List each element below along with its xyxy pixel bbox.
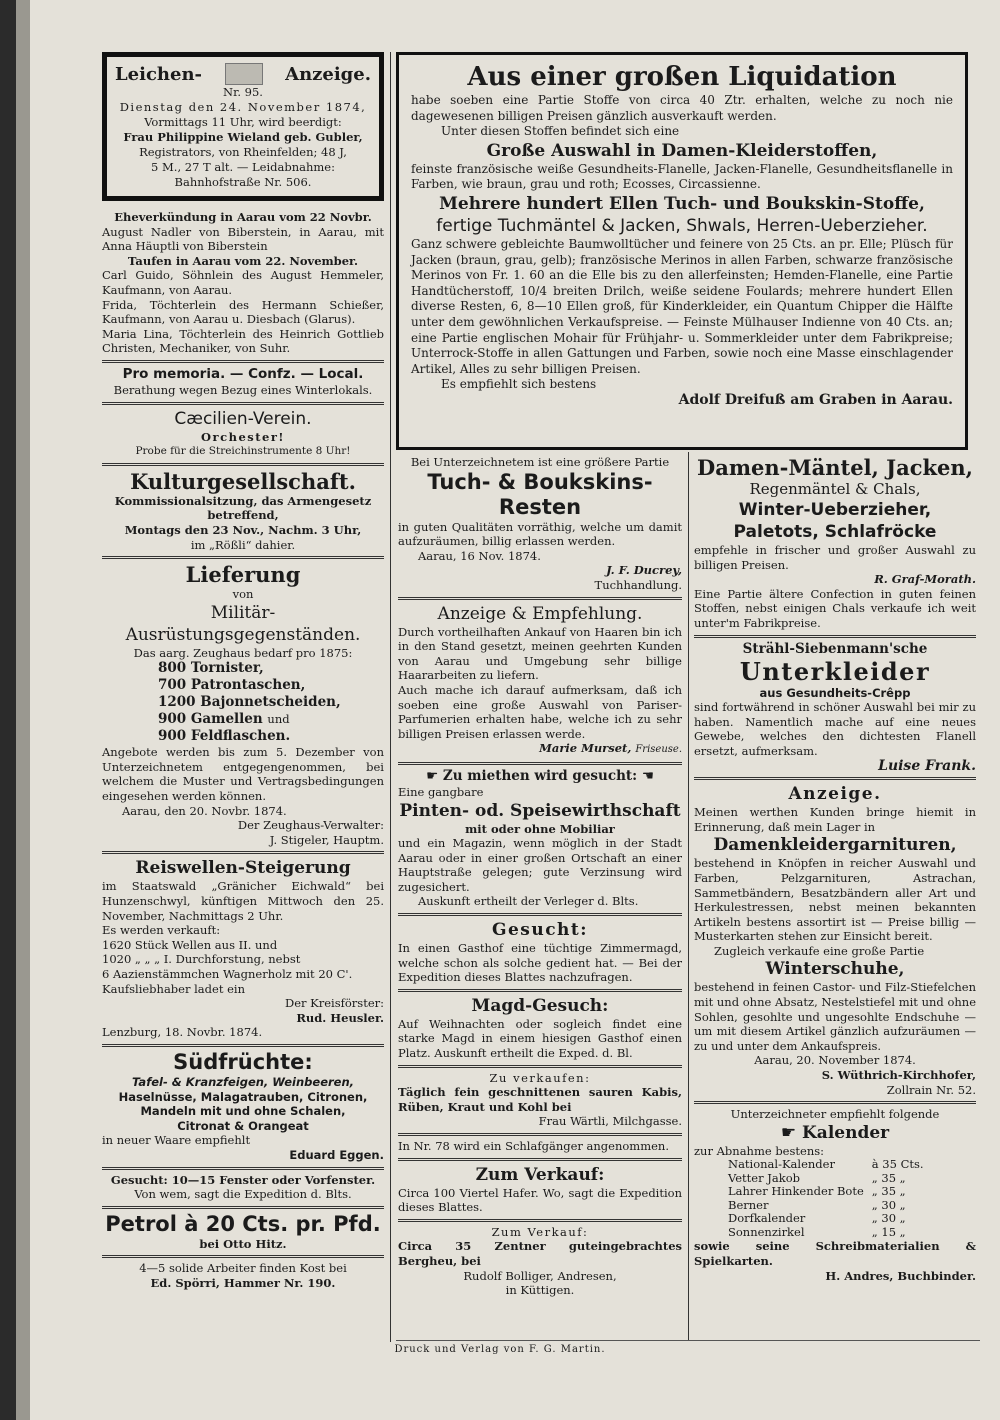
lieferung-item: 700 Patrontaschen, [158, 677, 306, 694]
liquidation-text: Ganz schwere gebleichte Baumwolltücher und feinere von 25 Cts. an pr. Elle; Plüsch für Jacken (braun, grau, gelb); französische Merinos in allen Farben, schwarze französische Merinos von Fr. 1. 60 an die Elle bis zu den allerfeinsten; Hemden-Flanelle, eine Partie Handtücherstoff, 10/4 breiten Drilch, weiße seidene Foulards; mehrere hundert Ellen diverse Resten, 6, 8—10 Ellen groß, für Kinderkleider, ein Quantum Chipper die Hälfte unter dem gewöhnlichen Verkaufspreise. — Feinste Mülhauser Indienne von 40 Cts. an; eine Partie englischen Mohair für Frühjahr- u. Sommerkleider unter dem Fabrikpreise; Unterrock-Stoffe in allen Gattungen und Farben, sowie noch eine Masse einschlagender Artikel, Alles zu sehr billigen Preisen. [411, 236, 953, 376]
page-binding [16, 0, 30, 1420]
kultur-heading: Kulturgesellschaft. [130, 468, 356, 494]
maentel-text: Eine Partie ältere Confection in guten feinen Stoffen, nebst einigen Chals verkaufe ich weit unter'm Fabrikpreise. [694, 586, 976, 630]
miethen-sub: mit oder ohne Mobiliar [465, 821, 615, 836]
pointing-hand-icon: ☛ [780, 1122, 797, 1143]
column-right [694, 452, 976, 1287]
kalender-text: sowie seine Schreibmaterialien & Spielkarten. [694, 1239, 976, 1268]
magd-heading: Magd-Gesuch: [471, 995, 609, 1016]
kost-ad [102, 1258, 384, 1294]
death-title-right: Anzeige. [285, 63, 371, 85]
kultur-line: im „Rößli“ dahier. [190, 537, 296, 552]
reiswellen-date: Lenzburg, 18. Novbr. 1874. [102, 1025, 263, 1040]
reiswellen-heading: Reiswellen-Steigerung [135, 858, 351, 879]
lieferung-item: 800 Tornister, [158, 660, 264, 677]
anzeige-heading: Anzeige. [788, 784, 882, 805]
anzeige-big: Damenkleidergarnituren, [713, 835, 957, 856]
caecilien-text: Probe für die Streichinstrumente 8 Uhr! [135, 445, 351, 458]
unterkleider-heading: Strähl-Siebenmann'sche [742, 640, 928, 657]
empfehlung-sig: Marie Murset, Friseuse. [539, 741, 682, 756]
miethen-ad [398, 765, 682, 916]
table-row: Dorfkalender „ 30 „ [728, 1211, 906, 1226]
petrol-ad [102, 1209, 384, 1259]
suedfruechte-line: Haselnüsse, Malagatrauben, Citronen, [118, 1089, 368, 1104]
death-line: Frau Philippine Wieland geb. Gubler, [123, 130, 363, 144]
kalender-sub: zur Abnahme bestens: [694, 1143, 824, 1158]
anzeige-ad [694, 780, 976, 1104]
baptism-entry: Frida, Töchterlein des Hermann Schießer, Kaufmann, von Aarau u. Diesbach (Glarus). [102, 297, 384, 327]
suedfruechte-heading: Südfrüchte: [173, 1049, 313, 1074]
anzeige-text: bestehend in feinen Castor- und Filz-Stiefelchen mit und ohne Absatz, Nestelstiefel mit und ohne Sohlen, gesohlte und ungesohlte Endschuhe — um mit diesem Artikel gänzlich aufzuräumen — zu und unter dem Ankaufspreis. [694, 980, 976, 1053]
kultur-line: Kommissionalsitzung, das Armengesetz betreffend, [114, 493, 372, 523]
death-line: Dienstag den 24. November 1874, [119, 100, 367, 114]
liquidation-text: Es empfiehlt sich bestens [441, 377, 597, 392]
anzeige-big: Winterschuhe, [765, 959, 905, 980]
suedfruechte-line: in neuer Waare empfiehlt [102, 1133, 251, 1148]
schlafgaenger-ad [398, 1136, 682, 1161]
suedfruechte-line: Citronat & Orangeat [177, 1118, 309, 1133]
anzeige-text: Zugleich verkaufe eine große Partie [714, 943, 925, 958]
schlafgaenger-text: In Nr. 78 wird ein Schlafgänger angenommen. [398, 1139, 669, 1153]
kost-sig: Ed. Spörri, Hammer Nr. 190. [150, 1275, 336, 1290]
reiswellen-sig: Rud. Heusler. [296, 1010, 384, 1025]
caecilien-ad [102, 405, 384, 466]
table-row: Sonnenzirkel „ 15 „ [728, 1224, 906, 1239]
gesucht-text: In einen Gasthof eine tüchtige Zimmermagd, welche schon als solche gedient hat. — Bei der Expedition dieses Blattes nachzufragen. [398, 941, 682, 985]
gesucht-ad [398, 916, 682, 992]
marriage-heading: Eheverkündung in Aarau vom 22 Novbr. [114, 210, 372, 224]
lieferung-items [102, 660, 384, 745]
maentel-line: Paletots, Schlafröcke [733, 522, 937, 542]
magd-ad [398, 992, 682, 1068]
suedfruechte-line: Mandeln mit und ohne Schalen, [140, 1104, 346, 1119]
reiswellen-line: Kaufsliebhaber ladet ein [102, 981, 245, 996]
death-line: 5 M., 27 T alt. — Leidabnahme: [151, 160, 335, 174]
reiswellen-line: 1620 Stück Wellen aus II. und [102, 937, 278, 952]
table-row: National-Kalender à 35 Cts. [728, 1157, 924, 1172]
lieferung-text: Angebote werden bis zum 5. Dezember von Unterzeichnetem entgegengenommen, bei welchem die Muster und Vertragsbedingungen eingesehen werden können. [102, 745, 384, 804]
maentel-ad [694, 452, 976, 638]
lieferung-heading: Lieferung [185, 562, 301, 588]
liquidation-sig: Adolf Dreifuß am Graben in Aarau. [678, 391, 953, 408]
verkauf1-ad [398, 1161, 682, 1222]
verkauf1-heading: Zum Verkauf: [475, 1164, 605, 1185]
column-left [102, 52, 384, 1295]
baptism-heading: Taufen in Aarau vom 22. November. [127, 253, 359, 268]
liquidation-sub: Mehrere hundert Ellen Tuch- und Boukskin-Stoffe, [439, 193, 925, 214]
suedfruechte-ad [102, 1047, 384, 1170]
empfehlung-text: Auch mache ich darauf aufmerksam, daß ich soeben eine große Auswahl von Pariser-Parfumerien erhalten habe, welche ich zu sehr billigen Preisen erlassen werde. [398, 682, 682, 741]
empfehlung-text: Durch vortheilhaften Ankauf von Haaren bin ich in den Stand gesetzt, meinen geehrten Kunden von Aarau und Umgebung sehr billige Haararbeiten zu liefern. [398, 624, 682, 683]
miethen-sub: Pinten- od. Speisewirthschaft [399, 800, 681, 821]
tuch-intro: Bei Unterzeichnetem ist eine größere Partie [410, 455, 670, 469]
kultur-ad [102, 466, 384, 559]
verkauf2-sig: in Küttigen. [505, 1283, 575, 1298]
kultur-line: Montags den 23 Nov., Nachm. 3 Uhr, [124, 522, 362, 537]
kalender-intro: Unterzeichneter empfiehlt folgende [730, 1107, 940, 1122]
anzeige-text: bestehend in Knöpfen in reicher Auswahl und Farben, Pelzgarnituren, Astrachan, Sammetbändern, Besatzbändern aller Art und Herkulestressen, nebst meinen bekannten Artikeln bestens assortirt ist — Preise billig — Musterkarten stehen zur Einsicht bereit. [694, 856, 976, 944]
anzeige-text: Meinen werthen Kunden bringe hiemit in Erinnerung, daß mein Lager in [694, 805, 976, 834]
tuch-date: Aarau, 16 Nov. 1874. [418, 548, 541, 563]
baptism-entry: Maria Lina, Töchterlein des Heinrich Gottlieb Christen, Mechaniker, von Suhr. [102, 326, 384, 356]
caecilien-sub: Orchester! [201, 429, 285, 444]
verkauf1-text: Circa 100 Viertel Hafer. Wo, sagt die Expedition dieses Blattes. [398, 1185, 682, 1215]
fenster-ad [102, 1170, 384, 1209]
unterkleider-sig: Luise Frank. [878, 757, 976, 774]
imprint: Druck und Verlag von F. G. Martin. [394, 1344, 606, 1355]
reiswellen-line: 6 Aazienstämmchen Wagnerholz mit 20 C'. [102, 967, 353, 981]
liquidation-text: feinste französische weiße Gesundheits-Flanelle, Jacken-Flanelle, Gesundheitsflanelle in Farben, wie braun, grau und roth; Ecosses, Circassienne. [411, 161, 953, 192]
death-notice [102, 52, 384, 201]
reiswellen-ad [102, 854, 384, 1047]
pointing-hand-icon: ☚ [641, 767, 654, 784]
maentel-sig: R. Graf-Morath. [874, 572, 976, 587]
miethen-heading: ☛ Zu miethen wird gesucht: ☚ [426, 767, 654, 784]
table-row: Vetter Jakob „ 35 „ [728, 1170, 906, 1185]
lieferung-intro: Das aarg. Zeughaus bedarf pro 1875: [133, 645, 353, 660]
column-rule [390, 52, 391, 1342]
kalender-sig: H. Andres, Buchbinder. [825, 1268, 976, 1283]
baptism-entry: Carl Guido, Söhnlein des August Hemmeler, Kaufmann, von Aarau. [102, 268, 384, 297]
verkaufen-heading: Zu verkaufen: [489, 1070, 591, 1085]
miethen-text: und ein Magazin, wenn möglich in der Stadt Aarau oder in einer großen Ortschaft an einer Hauptstraße gelegen; gute Verzinsung wird zugesichert. [398, 836, 682, 894]
fenster-heading: Gesucht: 10—15 Fenster oder Vorfenster. [110, 1172, 376, 1187]
gesucht-heading: Gesucht: [491, 920, 589, 941]
kalender-heading: ☛ Kalender [780, 1122, 890, 1143]
death-line: Registrators, von Rheinfelden; 48 J, [139, 145, 347, 159]
lieferung-item: 1200 Bajonnetscheiden, [158, 694, 341, 711]
ornament-icon [225, 63, 263, 85]
liquidation-ad [396, 52, 968, 450]
lieferung-ad [102, 559, 384, 854]
liquidation-heading: Aus einer großen Liquidation [467, 62, 897, 92]
maentel-line: Regenmäntel & Chals, [749, 480, 921, 498]
table-row: Lahrer Hinkender Bote „ 35 „ [728, 1184, 906, 1199]
empfehlung-heading: Anzeige & Empfehlung. [437, 603, 643, 624]
miethen-intro: Eine gangbare [398, 784, 484, 799]
verkauf2-sig: Rudolf Bolliger, Andresen, [463, 1268, 617, 1283]
maentel-line: Winter-Ueberzieher, [738, 500, 932, 520]
liquidation-text: Unter diesen Stoffen befindet sich eine [441, 124, 680, 139]
pointing-hand-icon: ☛ [426, 767, 439, 784]
tuch-sig: J. F. Ducrey, [606, 563, 682, 578]
column-middle [398, 452, 682, 1302]
lieferung-date: Aarau, den 20. Novbr. 1874. [122, 803, 287, 818]
maentel-text: empfehle in frischer und großer Auswahl zu billigen Preisen. [694, 543, 976, 572]
kalender-ad [694, 1104, 976, 1287]
tuch-ad [398, 452, 682, 600]
lieferung-sig: Der Zeughaus-Verwalter: [237, 818, 384, 833]
death-title-left: Leichen- [115, 63, 203, 85]
empfehlung-ad [398, 600, 682, 765]
suedfruechte-line: Tafel- & Kranzfeigen, Weinbeeren, [131, 1074, 355, 1089]
anzeige-sig: Zollrain Nr. 52. [886, 1082, 976, 1097]
verkauf2-text: Circa 35 Zentner guteingebrachtes Bergheu, bei [398, 1239, 682, 1268]
unterkleider-sub: aus Gesundheits-Crêpp [759, 685, 911, 700]
death-number: Nr. 95. [223, 85, 263, 99]
tuch-text: in guten Qualitäten vorräthig, welche um damit aufzuräumen, billig erlassen werden. [398, 519, 682, 549]
pro-memoria-ad [102, 363, 384, 405]
verkaufen-ad [398, 1068, 682, 1136]
scan-edge [0, 0, 16, 1420]
suedfruechte-sig: Eduard Eggen. [289, 1147, 384, 1162]
reiswellen-sig: Der Kreisförster: [284, 996, 384, 1011]
pro-memoria-heading: Pro memoria. — Confz. — Local. [122, 365, 364, 382]
unterkleider-ad [694, 638, 976, 781]
fenster-text: Von wem, sagt die Expedition d. Blts. [134, 1187, 352, 1202]
unterkleider-text: sind fortwährend in schöner Auswahl bei mir zu haben. Namentlich mache auf eine neues Gewebe, welches den dichtesten Flanell ersetzt, aufmerksam. [694, 700, 976, 758]
reiswellen-line: Es werden verkauft: [102, 923, 221, 938]
liquidation-text: habe soeben eine Partie Stoffe von circa 40 Ztr. erhalten, welche zu noch nie dagewesenen billigen Preisen gänzlich ausverkauft werden. [411, 93, 953, 123]
verkaufen-sig: Frau Wärtli, Milchgasse. [538, 1114, 682, 1129]
liquidation-sub: fertige Tuchmäntel & Jacken, Shwals, Herren-Ueberzieher. [436, 215, 928, 236]
maentel-heading: Damen-Mäntel, Jacken, [697, 455, 973, 480]
magd-text: Auf Weihnachten oder sogleich findet eine starke Magd in einem hiesigen Gasthof einen Platz. Auskunft ertheilt die Exped. d. Bl. [398, 1016, 682, 1061]
lieferung-item: 900 Gamellen und [158, 711, 290, 728]
tuch-heading: Tuch- & Boukskins-Resten [427, 469, 653, 519]
pro-memoria-text: Berathung wegen Bezug eines Winterlokals. [113, 382, 373, 397]
reiswellen-text: im Staatswald „Gränicher Eichwald“ bei Hunzenschwyl, künftigen Mittwoch den 25. November, Nachmittags 2 Uhr. [102, 879, 384, 923]
lieferung-sub: Militär-Ausrüstungsgegenständen. [125, 602, 361, 645]
column-rule [688, 452, 689, 1340]
verkauf2-ad [398, 1222, 682, 1302]
petrol-heading: Petrol à 20 Cts. pr. Pfd. [105, 1211, 381, 1236]
reiswellen-line: 1020 „ „ „ I. Durchforstung, nebst [102, 952, 301, 967]
anzeige-sig: S. Wüthrich-Kirchhofer, [821, 1068, 976, 1083]
miethen-text: Auskunft ertheilt der Verleger d. Blts. [418, 894, 639, 909]
death-line: Vormittags 11 Uhr, wird beerdigt: [144, 115, 342, 129]
death-line: Bahnhofstraße Nr. 506. [174, 175, 312, 189]
anzeige-date: Aarau, 20. November 1874. [754, 1053, 916, 1068]
liquidation-sub: Große Auswahl in Damen-Kleiderstoffen, [486, 140, 878, 161]
caecilien-heading: Cæcilien-Verein. [174, 408, 312, 429]
kost-text: 4—5 solide Arbeiter finden Kost bei [139, 1261, 347, 1276]
bottom-rule [396, 1340, 980, 1341]
table-row: Berner „ 30 „ [728, 1197, 906, 1212]
lieferung-von: von [232, 587, 254, 602]
marriage-text: August Nadler von Biberstein, in Aarau, mit Anna Häuptli von Biberstein [102, 224, 384, 254]
lieferung-sig: J. Stigeler, Hauptm. [269, 832, 384, 847]
kalender-table [724, 1158, 928, 1239]
tuch-sig: Tuchhandlung. [594, 577, 682, 592]
civil-register [102, 207, 384, 363]
unterkleider-big: Unterkleider [739, 656, 931, 686]
verkauf2-heading: Zum Verkauf: [491, 1224, 589, 1239]
lieferung-item: 900 Feldflaschen. [158, 728, 291, 745]
petrol-line: bei Otto Hitz. [199, 1236, 287, 1251]
verkaufen-text: Täglich fein geschnittenen sauren Kabis, Rüben, Kraut und Kohl bei [398, 1085, 682, 1114]
